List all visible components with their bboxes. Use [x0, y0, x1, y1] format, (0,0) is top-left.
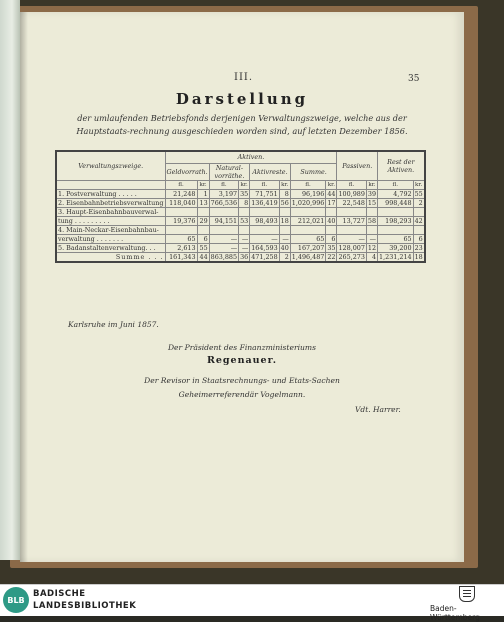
total-label: Summe . . .: [56, 252, 165, 262]
cell-pk: 12: [367, 243, 377, 252]
cell-a: [250, 207, 279, 216]
book-spine: [0, 0, 20, 560]
cell-nk: —: [239, 234, 250, 243]
cell-g: 21,248: [165, 189, 197, 198]
cell-n: [209, 207, 238, 216]
cell-n: 863,885: [210, 252, 238, 261]
cell-p: [337, 207, 366, 216]
row-label: verwaltung . . . . . . .: [56, 234, 165, 243]
table-row: [56, 207, 425, 216]
cell-r: [378, 207, 414, 216]
cell-gk: [197, 207, 209, 216]
cell-s: 65: [290, 234, 326, 243]
cell-nk: 36: [240, 252, 249, 261]
cell-rk: [413, 207, 425, 216]
cell-sk: 22: [327, 252, 336, 261]
cell-a: 98,493: [250, 216, 279, 225]
cell-pk: 39: [367, 189, 377, 198]
unit-fl: fl.: [209, 180, 238, 189]
cell-s: 167,207: [290, 243, 326, 252]
unit-kr: kr.: [368, 181, 376, 188]
cell-n: 94,151: [209, 216, 238, 225]
cell-sk: [326, 225, 337, 234]
cell-p: —: [337, 234, 366, 243]
cell-gk: [197, 225, 209, 234]
cell-gk: 29: [197, 216, 209, 225]
unit-kr: kr.: [197, 180, 209, 189]
signature-name-2: Geheimerreferendär Vogelmann.: [178, 390, 306, 399]
cell-n: —: [209, 234, 238, 243]
table-total-row: [56, 252, 425, 262]
table-row: [56, 189, 425, 198]
cell-rk: 42: [414, 216, 423, 225]
unit-blank: [56, 180, 165, 189]
cell-nk: 53: [240, 216, 249, 225]
cell-n: 3,197: [209, 189, 238, 198]
header-aktivreste: Aktivreste.: [250, 163, 291, 180]
cell-r: 198,293: [378, 216, 414, 225]
place-date: Karlsruhe im Juni 1857.: [68, 320, 159, 329]
cell-g: 118,040: [165, 198, 197, 207]
cell-rk: 6: [413, 234, 425, 243]
cell-sk: 35: [327, 243, 336, 252]
cell-sk: 40: [327, 216, 336, 225]
cell-gk: 44: [197, 252, 209, 262]
cell-n: 766,536: [210, 198, 238, 207]
cell-sk: 44: [327, 189, 336, 198]
cell-r: 1,231,214: [379, 252, 412, 261]
unit-kr: kr.: [240, 181, 248, 188]
cell-pk: 4: [366, 252, 377, 262]
cell-nk: 35: [240, 189, 249, 198]
cell-rk: [413, 225, 425, 234]
cell-rk: 18: [414, 252, 423, 261]
unit-fl: fl.: [378, 180, 414, 189]
cell-rk: 2: [413, 198, 425, 207]
cell-p: 13,727: [337, 216, 366, 225]
cell-gk: 1: [197, 189, 209, 198]
region-label: Baden-Württemberg: [430, 604, 480, 622]
cell-p: 128,007: [338, 243, 365, 252]
cell-ak: [279, 225, 290, 234]
signature-line-1: Der Präsident des Finanzministeriums: [167, 343, 317, 352]
cell-n: —: [209, 243, 238, 252]
cell-s: 212,021: [290, 216, 326, 225]
header-summe: Summe.: [290, 163, 337, 180]
cell-sk: 17: [327, 198, 336, 207]
unit-fl: fl.: [250, 180, 279, 189]
row-label: 2. Eisenbahnbetriebsverwaltung: [58, 198, 164, 207]
cell-g: 2,613: [165, 243, 197, 252]
coat-of-arms-icon: [459, 586, 475, 602]
cell-a: 164,593: [251, 243, 278, 252]
row-label: tung . . . . . . . . .: [56, 216, 165, 225]
cell-s: 1,020,996: [291, 198, 325, 207]
cell-gk: 13: [197, 198, 209, 207]
blb-logo[interactable]: BLB: [3, 587, 29, 613]
signature-name-1: Regenauer.: [206, 355, 278, 366]
cell-r: 998,448: [378, 198, 414, 207]
cell-rk: 23: [414, 243, 423, 252]
table-row: [56, 243, 425, 252]
unit-fl: fl.: [165, 180, 197, 189]
header-natural: Natural-vorräthe.: [209, 163, 250, 180]
library-name-line-2: LANDESBIBLIOTHEK: [33, 601, 137, 611]
unit-kr: kr.: [281, 181, 289, 188]
cell-p: 265,273: [338, 252, 365, 261]
header-aktiven: Aktiven.: [165, 151, 337, 163]
cell-ak: 18: [280, 216, 289, 225]
row-label: 3. Haupt-Eisenbahnbauverwal-: [56, 207, 165, 216]
header-passiven: Passiven.: [337, 151, 378, 180]
row-label: 4. Main-Neckar-Eisenbahnbau-: [56, 225, 165, 234]
header-rest: Rest der Aktiven.: [378, 151, 425, 180]
page-number: 35: [408, 74, 420, 84]
cell-ak: 40: [280, 243, 289, 252]
unit-kr: kr.: [413, 180, 425, 189]
cell-a: —: [250, 234, 279, 243]
cell-pk: —: [366, 234, 377, 243]
cell-gk: 6: [197, 234, 209, 243]
cell-g: 19,376: [165, 216, 197, 225]
table-row: [56, 198, 425, 207]
library-name-line-1: BADISCHE: [33, 589, 86, 599]
cell-a: 136,419: [251, 198, 278, 207]
cell-g: 161,343: [165, 252, 197, 262]
cell-s: [290, 207, 326, 216]
cell-nk: [239, 207, 250, 216]
section-number: III.: [234, 72, 254, 83]
cell-ak: 8: [279, 189, 290, 198]
cell-ak: 2: [279, 252, 290, 262]
cell-g: 65: [165, 234, 197, 243]
cell-p: 100,989: [338, 189, 365, 198]
fund-table: [55, 150, 426, 263]
document-title: Darstellung: [175, 90, 309, 108]
row-label: 5. Badanstaltenverwaltung. . .: [56, 243, 165, 252]
cell-p: 22,548: [337, 198, 366, 207]
row-label: 1. Postverwaltung . . . . .: [56, 189, 165, 198]
cell-g: [165, 207, 197, 216]
cell-pk: [366, 207, 377, 216]
cell-g: [165, 225, 197, 234]
cell-ak: —: [279, 234, 290, 243]
table-row: [56, 216, 425, 225]
cell-ak: [279, 207, 290, 216]
cell-n: [209, 225, 238, 234]
cell-r: [378, 225, 414, 234]
cell-s: 96,196: [290, 189, 326, 198]
cell-sk: [326, 207, 337, 216]
cell-ak: 56: [280, 198, 289, 207]
cell-pk: 15: [367, 198, 377, 207]
cell-nk: [239, 225, 250, 234]
cell-r: 4,792: [378, 189, 414, 198]
cell-r: 39,200: [378, 243, 414, 252]
cell-pk: 58: [367, 216, 377, 225]
unit-kr: kr.: [327, 181, 336, 188]
cell-sk: 6: [326, 234, 337, 243]
cell-a: 471,258: [251, 252, 278, 261]
unit-fl: fl.: [290, 180, 326, 189]
cell-a: 71,751: [250, 189, 279, 198]
cell-nk: 8: [239, 198, 250, 207]
signature-line-2: Der Revisor in Staatsrechnungs- und Etats-Sachen: [144, 376, 340, 385]
unit-fl: fl.: [337, 180, 366, 189]
cell-rk: 55: [414, 189, 423, 198]
cell-gk: 55: [197, 243, 209, 252]
cell-nk: —: [239, 243, 250, 252]
cell-a: [250, 225, 279, 234]
cell-r: 65: [378, 234, 414, 243]
document-subtitle: der umlaufenden Betriebsfonds derjenigen Verwaltungszweige, welche aus der Hauptstaats-rechnung ausgeschieden worden sind, auf letzten Dezember 1856.: [76, 113, 408, 136]
cell-s: 1,496,487: [291, 252, 325, 261]
header-geld: Geldvorrath.: [165, 163, 209, 180]
cell-s: [290, 225, 326, 234]
cell-pk: [366, 225, 377, 234]
table-row: [56, 234, 425, 243]
cell-p: [337, 225, 366, 234]
vidimation: Vdt. Harrer.: [355, 405, 401, 414]
table-row: [56, 225, 425, 234]
header-verwaltung: Verwaltungszweige.: [56, 151, 165, 180]
